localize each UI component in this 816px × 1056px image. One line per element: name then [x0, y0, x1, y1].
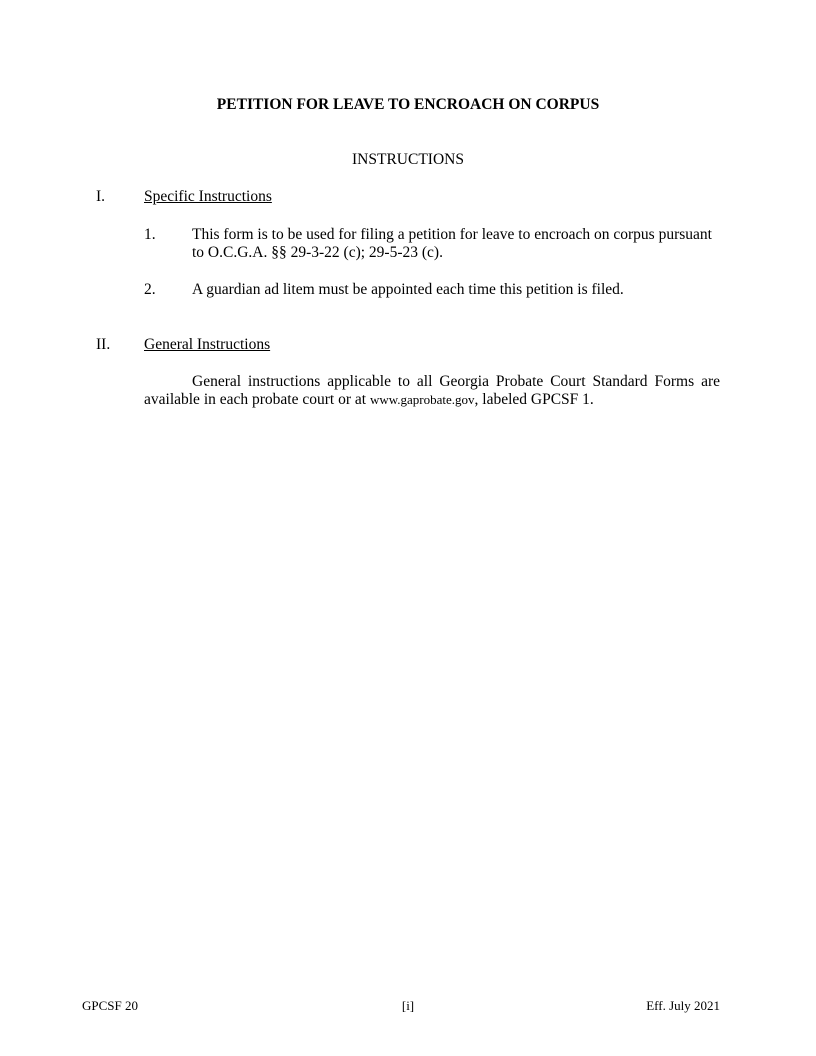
gaprobate-link[interactable]: www.gaprobate.gov: [369, 392, 475, 407]
paragraph-text-end: , labeled GPCSF 1.: [474, 391, 594, 408]
paragraph-text: General instructions applicable to all Georgia Probate Court Standard Forms are available in each probate court or at: [144, 373, 720, 408]
general-instructions-paragraph: [144, 373, 720, 409]
item-2-text: A guardian ad litem must be appointed each time this petition is filed.: [192, 281, 624, 298]
section-2-heading: General Instructions: [144, 336, 271, 353]
section-1-heading: Specific Instructions: [144, 188, 272, 205]
instructions-heading: INSTRUCTIONS: [352, 151, 464, 168]
item-2-number: 2.: [144, 281, 156, 298]
footer-form-id: GPCSF 20: [82, 998, 138, 1013]
item-1-number: 1.: [144, 226, 156, 243]
document-title: PETITION FOR LEAVE TO ENCROACH ON CORPUS: [216, 96, 600, 113]
item-1-text: This form is to be used for filing a petition for leave to encroach on corpus pursuant to O.C.G.A. §§ 29-3-22 (c); 29-5-23 (c).: [192, 226, 712, 261]
section-1-numeral: I.: [96, 188, 106, 205]
footer-page-number: [i]: [401, 998, 415, 1013]
footer-effective-date: Eff. July 2021: [646, 998, 720, 1013]
section-2-numeral: II.: [96, 336, 111, 353]
